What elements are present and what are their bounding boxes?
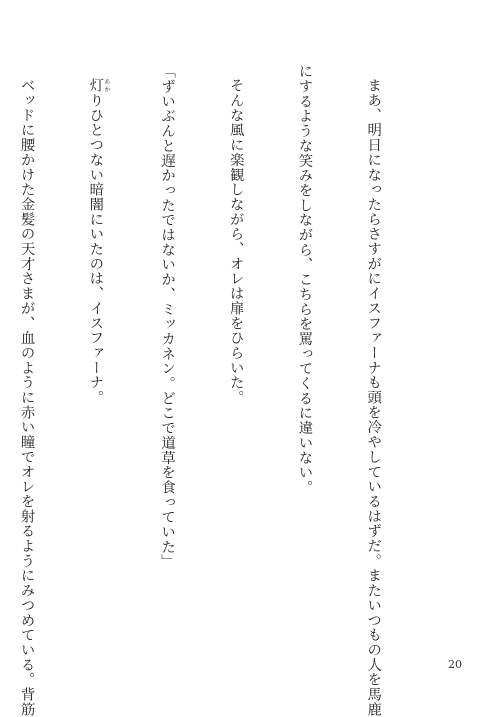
vertical-text-block [18, 64, 430, 717]
page-number: 20 [448, 658, 462, 671]
text-line-2: にするような笑みをしながら、こちらを罵ってくるに違いない。 [296, 64, 313, 495]
text-line-5-rest: りひとつない暗闇にいたのは、イスファーナ。 [87, 93, 104, 406]
ruby-reading-akari: あか [102, 78, 110, 94]
ruby-akari [87, 78, 110, 94]
text-line-3: そんな風に楽観しながら、オレは扉をひらいた。 [227, 78, 244, 406]
text-line-4: 「ずいぶんと遅かったではないか、ミッカネン。どこで道草を食っていた」 [159, 64, 176, 569]
text-line-5 [83, 64, 109, 624]
ruby-base-akari: 灯 [87, 78, 104, 94]
text-line-6: ベッドに腰かけた金髪の天才さまが、血のように赤い瞳でオレを射るようにみつめている。背筋 [18, 78, 35, 717]
text-line-1: まあ、明日になったらさすがにイスファーナも頭を冷やしているはずだ。またいつもの人を馬鹿 [365, 78, 382, 717]
